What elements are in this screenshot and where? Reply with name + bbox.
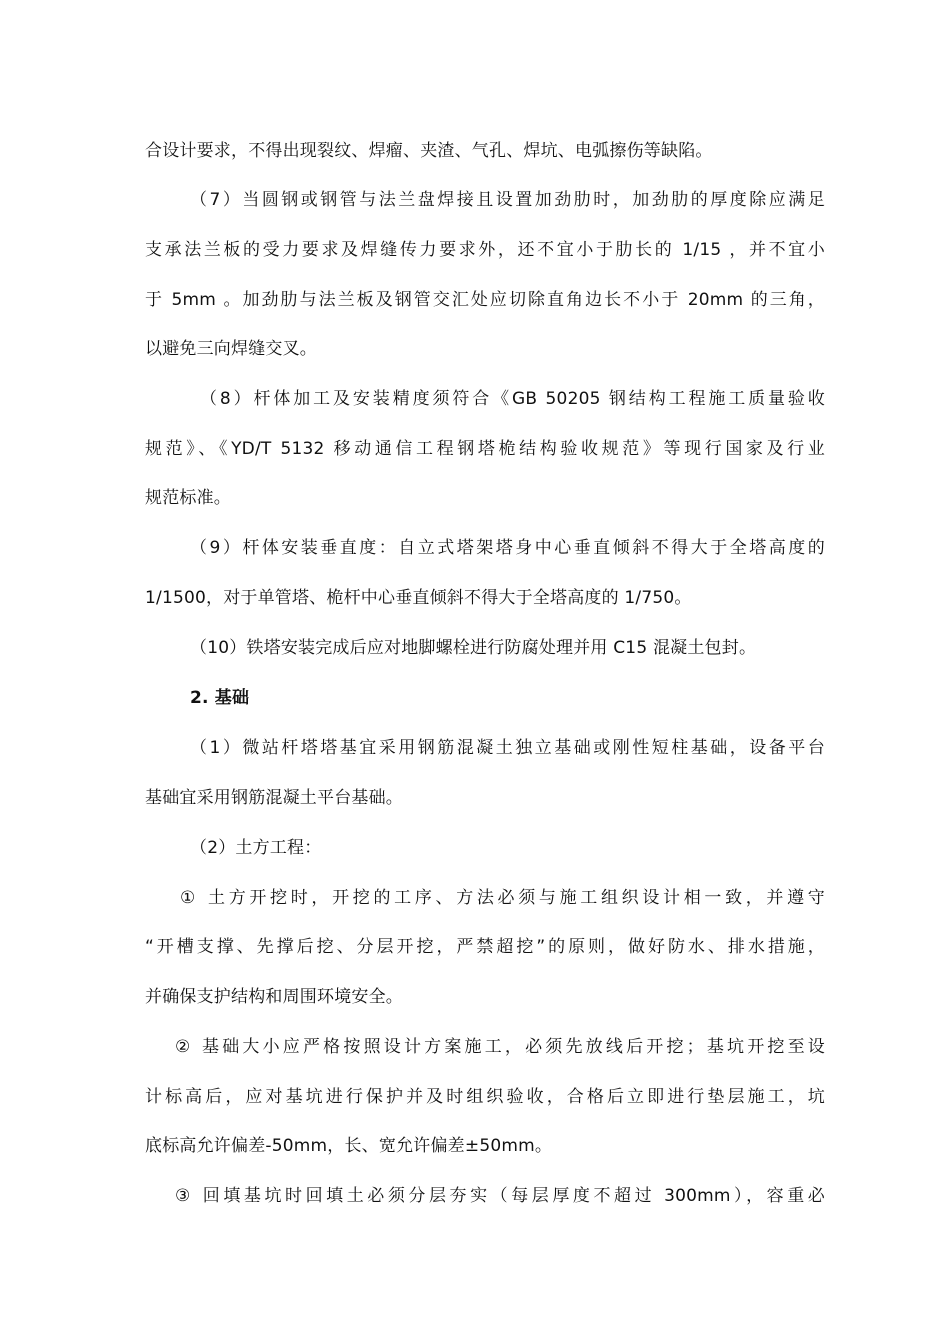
paragraph-line: 1/1500，对于单管塔、桅杆中心垂直倾斜不得大于全塔高度的 1/750。 xyxy=(145,588,692,608)
paragraph-line: 底标高允许偏差-50mm，长、宽允许偏差±50mm。 xyxy=(145,1136,553,1156)
paragraph-line: 规范标准。 xyxy=(145,488,231,508)
paragraph-line: 计标高后，应对基坑进行保护并及时组织验收，合格后立即进行垫层施工，坑 xyxy=(145,1087,825,1107)
paragraph-line: （10）铁塔安装完成后应对地脚螺栓进行防腐处理并用 C15 混凝土包封。 xyxy=(190,638,757,658)
paragraph-line: 以避免三向焊缝交叉。 xyxy=(145,339,317,359)
paragraph-line: （1）微站杆塔塔基宜采用钢筋混凝土独立基础或刚性短柱基础，设备平台 xyxy=(190,738,825,758)
paragraph-line: 并确保支护结构和周围环境安全。 xyxy=(145,987,403,1007)
paragraph-line: ① 土方开挖时，开挖的工序、方法必须与施工组织设计相一致，并遵守 xyxy=(180,888,825,908)
paragraph-line: ③ 回填基坑时回填土必须分层夯实（每层厚度不超过 300mm），容重必 xyxy=(175,1186,825,1206)
paragraph-line: 支承法兰板的受力要求及焊缝传力要求外，还不宜小于肋长的 1/15 ，并不宜小 xyxy=(145,240,825,260)
paragraph-line: 于 5mm 。加劲肋与法兰板及钢管交汇处应切除直角边长不小于 20mm 的三角， xyxy=(145,290,825,310)
paragraph-line: “开槽支撑、先撑后挖、分层开挖，严禁超挖”的原则，做好防水、排水措施， xyxy=(145,937,825,957)
section-heading: 2. 基础 xyxy=(190,688,250,708)
paragraph-line: 基础宜采用钢筋混凝土平台基础。 xyxy=(145,788,403,808)
paragraph-line: （7）当圆钢或钢管与法兰盘焊接且设置加劲肋时，加劲肋的厚度除应满足 xyxy=(190,190,825,210)
paragraph-line: （2）土方工程： xyxy=(190,838,322,858)
paragraph-line: 规范》、《YD/T 5132 移动通信工程钢塔桅结构验收规范》等现行国家及行业 xyxy=(145,439,825,459)
paragraph-line: （9）杆体安装垂直度：自立式塔架塔身中心垂直倾斜不得大于全塔高度的 xyxy=(190,538,825,558)
paragraph-line: （8）杆体加工及安装精度须符合《GB 50205 钢结构工程施工质量验收 xyxy=(200,389,825,409)
paragraph-line: ② 基础大小应严格按照设计方案施工，必须先放线后开挖；基坑开挖至设 xyxy=(175,1037,825,1057)
paragraph-line: 合设计要求，不得出现裂纹、焊瘤、夹渣、气孔、焊坑、电弧擦伤等缺陷。 xyxy=(145,141,713,161)
